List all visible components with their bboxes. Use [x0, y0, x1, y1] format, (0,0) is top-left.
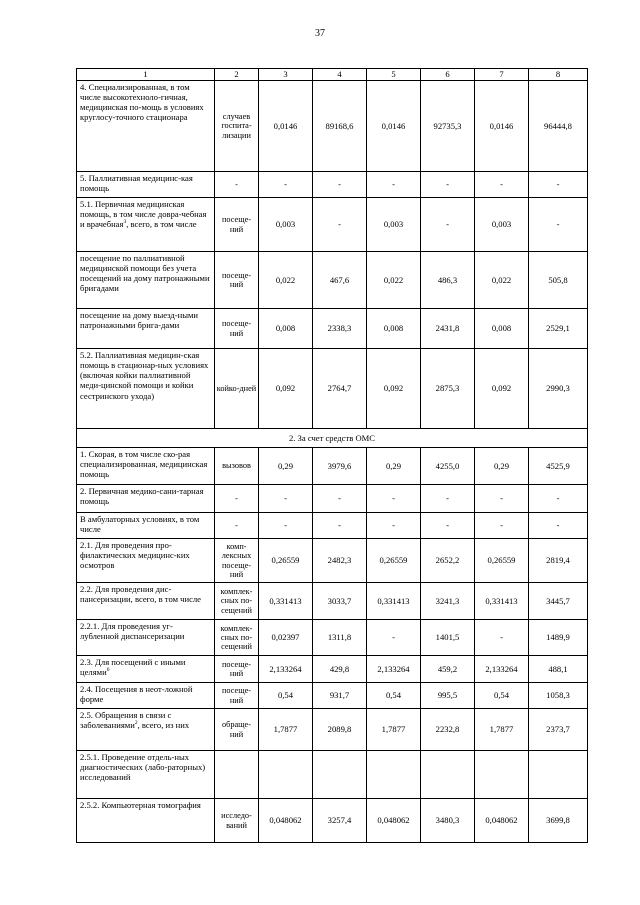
table-row: [77, 709, 588, 751]
section-title: 2. За счет средств ОМС: [77, 429, 588, 448]
value-cell: 2652,2: [421, 539, 475, 583]
indicator-name: 2.2. Для проведения дис-пансеризации, всего, в том числе: [80, 584, 201, 605]
indicator-name-cell: [77, 539, 215, 583]
indicator-name: посещение на дому выезд-ными патронажными брига-дами: [80, 310, 199, 331]
value-cell: 3241,3: [421, 583, 475, 620]
value-cell: 0,008: [367, 309, 421, 349]
indicator-name: 1. Скорая, в том числе ско-рая специализированная, медицинская помощь: [80, 449, 208, 480]
table-row: [77, 751, 588, 799]
indicator-name: 5.1. Первичная медицинская помощь, в том числе довра-чебная и врачебная: [80, 199, 207, 230]
value-cell: 3979,6: [313, 448, 367, 485]
table-row: [77, 656, 588, 683]
unit-cell: обраще-ний: [215, 709, 259, 751]
unit-cell: -: [215, 485, 259, 513]
value-cell: 2232,8: [421, 709, 475, 751]
value-cell: 0,008: [475, 309, 529, 349]
value-cell: 3033,7: [313, 583, 367, 620]
value-cell: [313, 751, 367, 799]
value-cell: 0,003: [367, 198, 421, 252]
value-cell: 0,26559: [259, 539, 313, 583]
value-cell: 0,003: [259, 198, 313, 252]
table-row: [77, 485, 588, 513]
indicator-name-cell: [77, 683, 215, 709]
table-row: [77, 309, 588, 349]
value-cell: -: [421, 513, 475, 539]
unit-cell: посеще-ний: [215, 309, 259, 349]
value-cell: 4525,9: [529, 448, 588, 485]
value-cell: 0,092: [259, 349, 313, 429]
value-cell: -: [529, 172, 588, 198]
value-cell: [259, 751, 313, 799]
value-cell: 3445,7: [529, 583, 588, 620]
unit-cell: посеще-ний: [215, 198, 259, 252]
indicator-name-cell: [77, 751, 215, 799]
unit-cell: комплек-сных по-сещений: [215, 583, 259, 620]
table-row: [77, 620, 588, 656]
indicator-name-cell: [77, 709, 215, 751]
indicator-name-cell: [77, 656, 215, 683]
value-cell: 0,29: [259, 448, 313, 485]
value-cell: [421, 751, 475, 799]
value-cell: 0,02397: [259, 620, 313, 656]
column-number-cell: 7: [475, 69, 529, 81]
page-number: 37: [315, 28, 325, 39]
value-cell: 1401,5: [421, 620, 475, 656]
indicator-name: 2.2.1. Для проведения уг-лубленной диспансеризации: [80, 621, 185, 642]
value-cell: 1,7877: [367, 709, 421, 751]
value-cell: -: [367, 513, 421, 539]
unit-cell: -: [215, 172, 259, 198]
value-cell: 0,29: [367, 448, 421, 485]
unit-cell: [215, 751, 259, 799]
value-cell: 0,26559: [367, 539, 421, 583]
table-row: [77, 583, 588, 620]
value-cell: 0,331413: [475, 583, 529, 620]
indicator-name: посещение по паллиативной медицинской помощи без учета посещений на дому патронажными бригадами: [80, 253, 210, 294]
value-cell: -: [475, 620, 529, 656]
indicator-name-cell: [77, 513, 215, 539]
column-number-cell: 6: [421, 69, 475, 81]
value-cell: -: [421, 485, 475, 513]
value-cell: 2338,3: [313, 309, 367, 349]
indicator-name-cell: [77, 81, 215, 172]
value-cell: 505,8: [529, 252, 588, 309]
indicator-name: 5.2. Паллиативная медицин-ская помощь в стационар-ных условиях (включая койки паллиативной меди-цинской помощи и койки сестринского ухода): [80, 350, 209, 401]
indicator-name: 2.4. Посещения в неот-ложной форме: [80, 684, 193, 705]
indicator-name: 2.5.1. Проведение отдель-ных диагностических (лабо-раторных) исследований: [80, 752, 206, 783]
unit-cell: -: [215, 513, 259, 539]
column-number-row: [77, 69, 588, 81]
value-cell: -: [529, 513, 588, 539]
table-row: [77, 799, 588, 843]
value-cell: 1,7877: [475, 709, 529, 751]
value-cell: 0,54: [259, 683, 313, 709]
indicator-name: 2.3. Для посещений с иными целями: [80, 657, 186, 678]
value-cell: 2990,3: [529, 349, 588, 429]
value-cell: 0,048062: [475, 799, 529, 843]
value-cell: 2,133264: [259, 656, 313, 683]
value-cell: 2482,3: [313, 539, 367, 583]
value-cell: 459,2: [421, 656, 475, 683]
value-cell: [367, 751, 421, 799]
value-cell: 0,54: [367, 683, 421, 709]
value-cell: 995,5: [421, 683, 475, 709]
value-cell: 0,008: [259, 309, 313, 349]
value-cell: 931,7: [313, 683, 367, 709]
value-cell: 1,7877: [259, 709, 313, 751]
table-row: [77, 349, 588, 429]
value-cell: -: [421, 198, 475, 252]
indicator-name-continued: , всего, в том числе: [126, 219, 197, 230]
unit-cell: посеще-ний: [215, 683, 259, 709]
value-cell: -: [367, 172, 421, 198]
indicator-name: 5. Паллиативная медицинс-кая помощь: [80, 173, 193, 194]
value-cell: 0,331413: [259, 583, 313, 620]
value-cell: 0,331413: [367, 583, 421, 620]
value-cell: -: [259, 513, 313, 539]
value-cell: 1058,3: [529, 683, 588, 709]
value-cell: -: [259, 485, 313, 513]
value-cell: 2,133264: [367, 656, 421, 683]
value-cell: 0,003: [475, 198, 529, 252]
value-cell: 1489,9: [529, 620, 588, 656]
value-cell: 429,8: [313, 656, 367, 683]
indicator-name-cell: [77, 620, 215, 656]
indicator-name-cell: [77, 448, 215, 485]
value-cell: 0,048062: [367, 799, 421, 843]
value-cell: -: [313, 198, 367, 252]
value-cell: 467,6: [313, 252, 367, 309]
unit-cell: случаев госпита-лизации: [215, 81, 259, 172]
indicator-name: 2.5. Обращения в связи с заболеваниями: [80, 710, 172, 731]
table-row: [77, 683, 588, 709]
value-cell: 0,022: [259, 252, 313, 309]
column-number-cell: 3: [259, 69, 313, 81]
value-cell: 0,54: [475, 683, 529, 709]
value-cell: 3257,4: [313, 799, 367, 843]
table-row: [77, 81, 588, 172]
table-row: [77, 539, 588, 583]
value-cell: 0,29: [475, 448, 529, 485]
value-cell: [475, 751, 529, 799]
value-cell: 0,0146: [367, 81, 421, 172]
value-cell: 0,048062: [259, 799, 313, 843]
value-cell: -: [313, 172, 367, 198]
value-cell: 486,3: [421, 252, 475, 309]
value-cell: -: [259, 172, 313, 198]
value-cell: 2819,4: [529, 539, 588, 583]
indicator-name-continued: , всего, из них: [137, 720, 190, 731]
value-cell: -: [421, 172, 475, 198]
indicator-name: В амбулаторных условиях, в том числе: [80, 514, 200, 535]
value-cell: 2089,8: [313, 709, 367, 751]
value-cell: 1311,8: [313, 620, 367, 656]
value-cell: -: [313, 513, 367, 539]
value-cell: 0,092: [367, 349, 421, 429]
value-cell: -: [529, 198, 588, 252]
value-cell: [529, 751, 588, 799]
unit-cell: вызовов: [215, 448, 259, 485]
indicator-name-cell: [77, 485, 215, 513]
indicator-name: 2. Первичная медико-сани-тарная помощь: [80, 486, 204, 507]
value-cell: 0,022: [367, 252, 421, 309]
footnote-mark: 3: [123, 219, 127, 226]
value-cell: -: [475, 513, 529, 539]
value-cell: -: [475, 485, 529, 513]
table-row: [77, 252, 588, 309]
unit-cell: комп-лексных посеще-ний: [215, 539, 259, 583]
value-cell: 0,0146: [259, 81, 313, 172]
value-cell: -: [475, 172, 529, 198]
value-cell: 89168,6: [313, 81, 367, 172]
indicator-name: 2.1. Для проведения про-филактических медицинс-ких осмотров: [80, 540, 190, 571]
indicator-name-cell: [77, 349, 215, 429]
value-cell: 4255,0: [421, 448, 475, 485]
value-cell: -: [367, 620, 421, 656]
indicator-name-cell: [77, 198, 215, 252]
value-cell: 2373,7: [529, 709, 588, 751]
value-cell: 3480,3: [421, 799, 475, 843]
unit-cell: посеще-ний: [215, 252, 259, 309]
value-cell: 488,1: [529, 656, 588, 683]
table-row: [77, 448, 588, 485]
column-number-cell: 4: [313, 69, 367, 81]
column-number-cell: 2: [215, 69, 259, 81]
column-number-cell: 1: [77, 69, 215, 81]
value-cell: -: [313, 485, 367, 513]
value-cell: 0,022: [475, 252, 529, 309]
value-cell: 2875,3: [421, 349, 475, 429]
column-number-cell: 5: [367, 69, 421, 81]
unit-cell: койко-дней: [215, 349, 259, 429]
value-cell: 3699,8: [529, 799, 588, 843]
value-cell: -: [529, 485, 588, 513]
unit-cell: комплек-сных по-сещений: [215, 620, 259, 656]
indicator-name-cell: [77, 252, 215, 309]
unit-cell: посеще-ний: [215, 656, 259, 683]
section-header-row: [77, 429, 588, 448]
value-cell: 2764,7: [313, 349, 367, 429]
value-cell: 92735,3: [421, 81, 475, 172]
indicator-name: 2.5.2. Компьютерная томография: [80, 800, 201, 810]
value-cell: 0,092: [475, 349, 529, 429]
value-cell: 2431,8: [421, 309, 475, 349]
indicator-name-cell: [77, 583, 215, 620]
value-cell: 2529,1: [529, 309, 588, 349]
footnote-mark: 6: [106, 667, 110, 674]
table-row: [77, 513, 588, 539]
value-cell: 0,26559: [475, 539, 529, 583]
indicator-name-cell: [77, 799, 215, 843]
column-number-cell: 8: [529, 69, 588, 81]
value-cell: 96444,8: [529, 81, 588, 172]
volume-and-cost-table: [76, 68, 588, 843]
value-cell: 0,0146: [475, 81, 529, 172]
table-row: [77, 172, 588, 198]
footnote-mark: 2: [134, 720, 138, 727]
indicator-name-cell: [77, 172, 215, 198]
unit-cell: исследо-ваний: [215, 799, 259, 843]
value-cell: 2,133264: [475, 656, 529, 683]
value-cell: -: [367, 485, 421, 513]
indicator-name-cell: [77, 309, 215, 349]
table-row: [77, 198, 588, 252]
indicator-name: 4. Специализированная, в том числе высокотехноло-гичная, медицинская по-мощь в условиях круглосу-точного стационара: [80, 82, 204, 123]
